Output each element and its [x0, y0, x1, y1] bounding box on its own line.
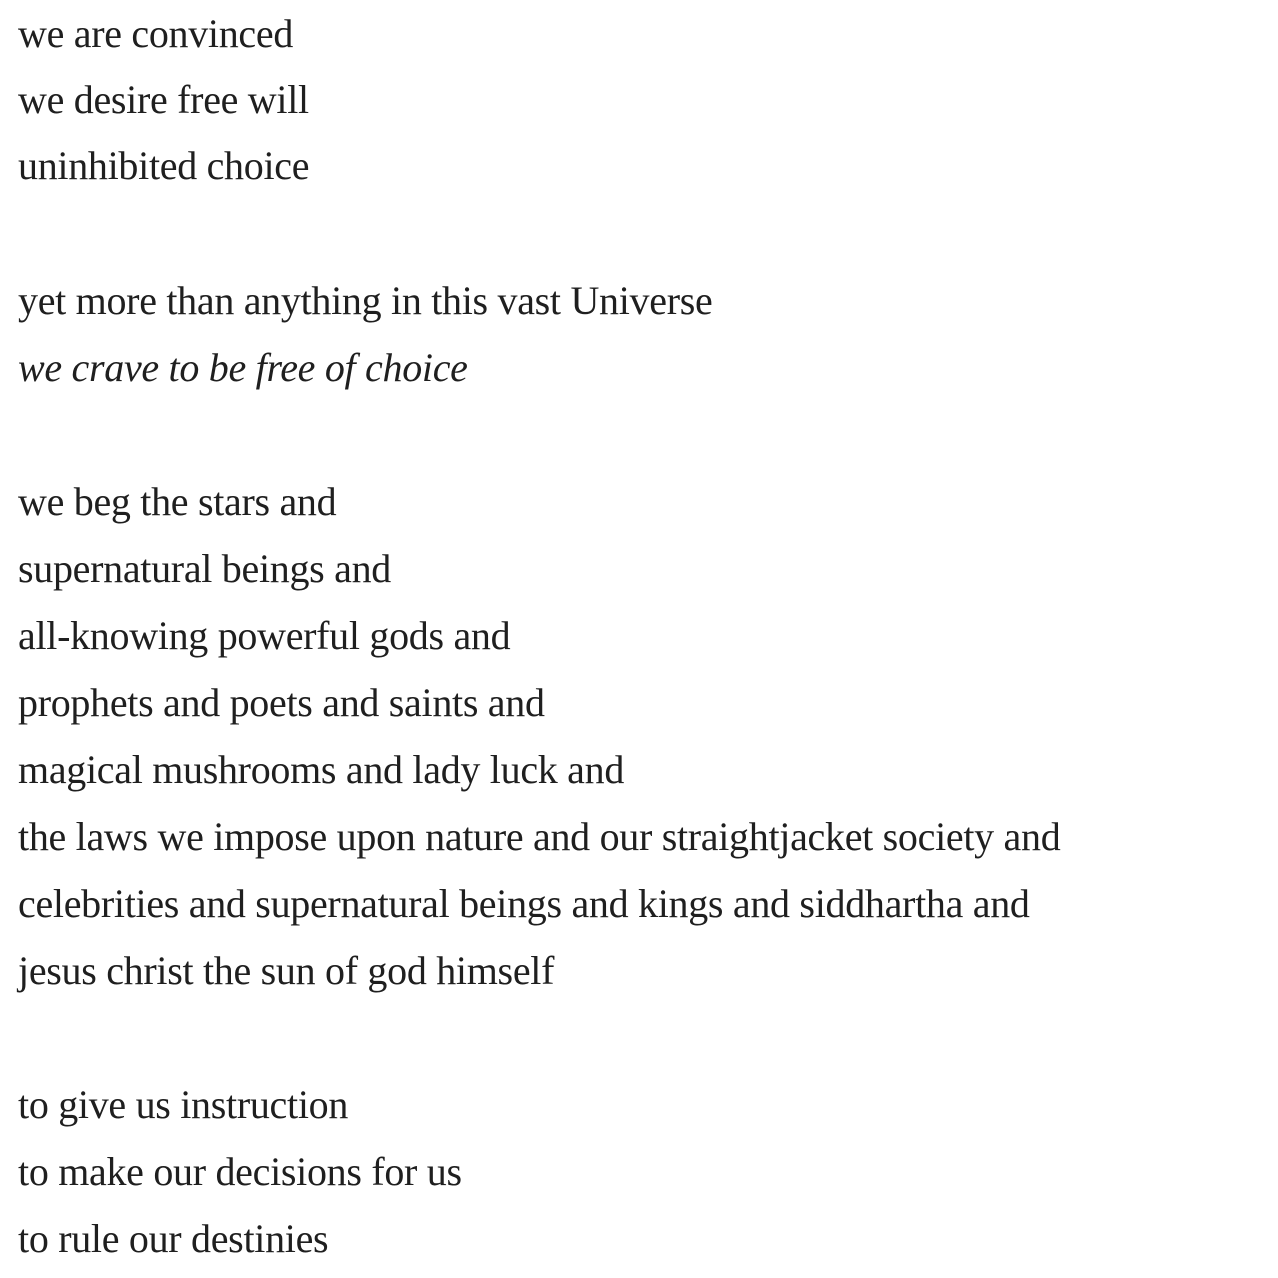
poem-line: the laws we impose upon nature and our straightjacket society and	[18, 814, 1061, 859]
poem-line: jesus christ the sun of god himself	[18, 948, 555, 993]
poem-line: supernatural beings and	[18, 546, 391, 591]
poem-line: magical mushrooms and lady luck and	[18, 747, 625, 792]
poem-line: we desire free will	[18, 77, 309, 122]
poem-line: to rule our destinies	[18, 1216, 329, 1261]
poem-line: yet more than anything in this vast Universe	[18, 278, 713, 323]
poem-line: celebrities and supernatural beings and kings and siddhartha and	[18, 881, 1030, 926]
poem-line: prophets and poets and saints and	[18, 680, 545, 725]
poem-line: to make our decisions for us	[18, 1149, 462, 1194]
poem-line: to give us instruction	[18, 1082, 349, 1127]
poem-line: uninhibited choice	[18, 143, 310, 188]
poem-line-italic: we crave to be free of choice	[18, 345, 468, 390]
poem-line: all-knowing powerful gods and	[18, 613, 511, 658]
poem-line: we are convinced	[18, 11, 294, 56]
poem-line: we beg the stars and	[18, 479, 337, 524]
